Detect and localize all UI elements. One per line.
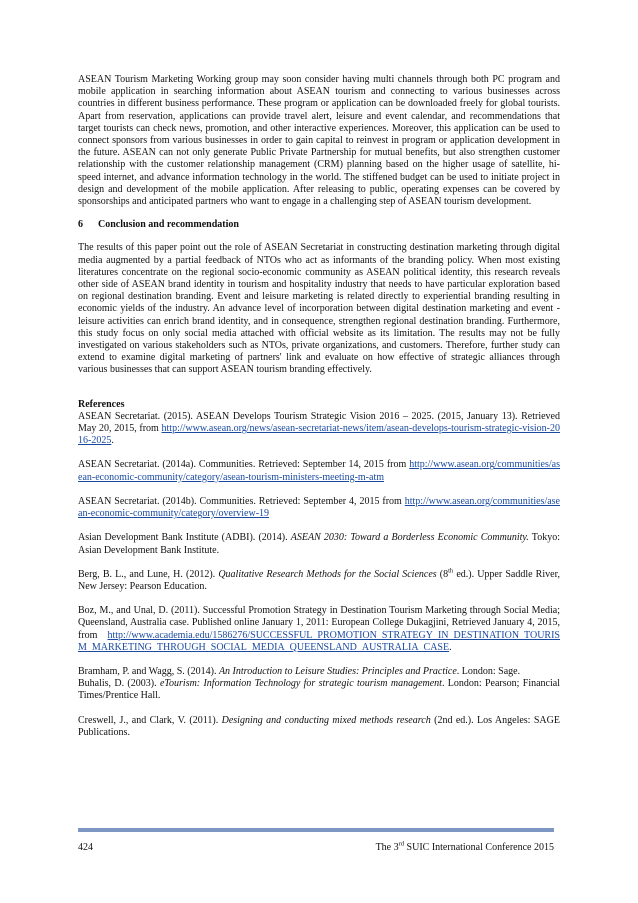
conference-text: The 3 <box>375 842 399 853</box>
reference-title: Qualitative Research Methods for the Social Sciences <box>218 568 437 580</box>
reference-text: . London: Sage. <box>456 665 521 677</box>
reference-text: Buhalis, D. (2003). <box>78 678 160 690</box>
reference-entry <box>78 569 560 593</box>
page-content <box>78 74 560 751</box>
section-number: 6 <box>78 219 83 231</box>
reference-text: . London: Pearson; Financial Times/Prentice Hall. <box>78 678 560 702</box>
reference-entry <box>78 532 560 556</box>
reference-title: An Introduction to Leisure Studies: Principles and Practice <box>218 665 457 677</box>
reference-text: ASEAN Secretariat. (2014a). Communities. Retrieved: September 14, 2015 from <box>78 459 410 471</box>
page-number: 424 <box>78 842 93 853</box>
reference-entry <box>78 459 560 483</box>
reference-text: (8 <box>436 568 449 580</box>
reference-text: Tokyo: Asian Development Bank Institute. <box>78 532 560 556</box>
reference-text: ed.). Upper Saddle River, New Jersey: Pearson Education. <box>78 568 560 592</box>
reference-text: Boz, M., and Unal, D. (2011). Successful Promotion Strategy in Destination Tourism Marketing through Social Media; Queensland, Australia case. Published online January 1, 2011: European College Dukagjini, Retrieved January 4, 2015, from <box>78 605 560 641</box>
reference-end: . <box>449 641 452 653</box>
body-paragraph: The results of this paper point out the role of ASEAN Secretariat in constructing destination marketing through digital media augmented by a partial feedback of NTOs who act as informants of the branding policy. When most existing literatures concentrate on the regional socio-economic community as ASEAN political identity, this research reveals other side of ASEAN brand identity in tourism and hospitality industry that needs to have particular exploration based on regional destination branding. Event and leisure marketing is related directly to experiential branding resulting in economic yields of the industry. An advance level of incorporation between digital destination marketing and event - leisure activities can enrich brand identity, and in consequence, strengthen regional destination branding. Furthermore, this study focus on only social media attached with official website as its limitation. The results may not be fully investigated on various stakeholders such as NTOs, private organizations, and customers. Therefore, further study can extend to examine digital marketing of partners' link and evaluate on how effective of strategic alliances through various businesses that can support ASEAN tourism branding effectively. <box>78 242 560 376</box>
reference-title: eTourism: Information Technology for strategic tourism management <box>159 678 442 690</box>
reference-text: Bramham, P. and Wagg, S. (2014). <box>78 665 219 677</box>
conference-text: SUIC International Conference 2015 <box>404 842 554 853</box>
body-paragraph: ASEAN Tourism Marketing Working group may soon consider having multi channels through both PC program and mobile application in searching information about ASEAN tourism and connecting to various businesses across countries in different business performance. These program or application can be downloaded freely for global tourists. Apart from reservation, applications can provide travel alert, leisure and event calendar, and recommendations that target tourists can check news, promotion, and other interactive experiences. Moreover, this application can be used to connect sponsors from various businesses in order to gain capital to reinvest in program or application development in the future. ASEAN can not only generate Public Private Partnership for mutual benefits, but also strengthen customer relationship with the customer relationship management (CRM) planning based on the higher usage of satellite, hi-speed internet, and advance information technology in the world. The stiffened budget can be used to initiate project in design and development of the mobile application. After releasing to public, operating expenses can be covered by sponsorships and anticipated partners who want to engage in a challenging step of ASEAN tourism development. <box>78 74 560 208</box>
reference-link[interactable]: http://www.asean.org/news/asean-secretariat-news/item/asean-develops-tourism-strategic-vision-2016-2025 <box>78 423 560 447</box>
conference-name <box>376 842 554 853</box>
section-heading <box>78 219 560 231</box>
references-heading: References <box>78 398 125 410</box>
superscript: th <box>448 567 454 575</box>
reference-text: (2nd ed.). Los Angeles: SAGE Publications. <box>78 714 560 738</box>
reference-end: . <box>111 435 114 447</box>
reference-text: Asian Development Bank Institute (ADBI). (2014). <box>78 532 291 544</box>
reference-text: Creswell, J., and Clark, V. (2011). <box>78 714 222 726</box>
reference-entry <box>78 411 560 448</box>
reference-entry <box>78 605 560 654</box>
reference-entry <box>78 678 560 702</box>
reference-entry <box>78 496 560 520</box>
reference-text: ASEAN Secretariat. (2015). ASEAN Develops Tourism Strategic Vision 2016 – 2025. (2015, January 13). Retrieved May 20, 2015, from <box>78 410 560 435</box>
superscript: rd <box>398 840 405 848</box>
reference-link[interactable]: http://www.asean.org/communities/asean-economic-community/category/asean-tourism-ministers-meeting-m-atm <box>78 459 560 483</box>
reference-entry <box>78 666 560 678</box>
reference-title: ASEAN 2030: Toward a Borderless Economic Community. <box>290 532 529 544</box>
reference-text: Berg, B. L., and Lune, H. (2012). <box>78 568 219 580</box>
reference-text: ASEAN Secretariat. (2014b). Communities. Retrieved: September 4, 2015 from <box>78 495 405 507</box>
reference-link[interactable]: http://www.academia.edu/1586276/SUCCESSFUL_PROMOTION_STRATEGY_IN_DESTINATION_TOURISM_MARKETING_THROUGH_SOCIAL_MEDIA_QUEENSLAND_AUSTRALIA_CASE <box>78 629 560 653</box>
reference-link[interactable]: http://www.asean.org/communities/asean-economic-community/category/overview-19 <box>78 495 560 520</box>
reference-entry <box>78 715 560 739</box>
footer-divider <box>78 828 554 832</box>
section-title: Conclusion and recommendation <box>98 219 239 231</box>
reference-title: Designing and conducting mixed methods research <box>221 714 431 726</box>
